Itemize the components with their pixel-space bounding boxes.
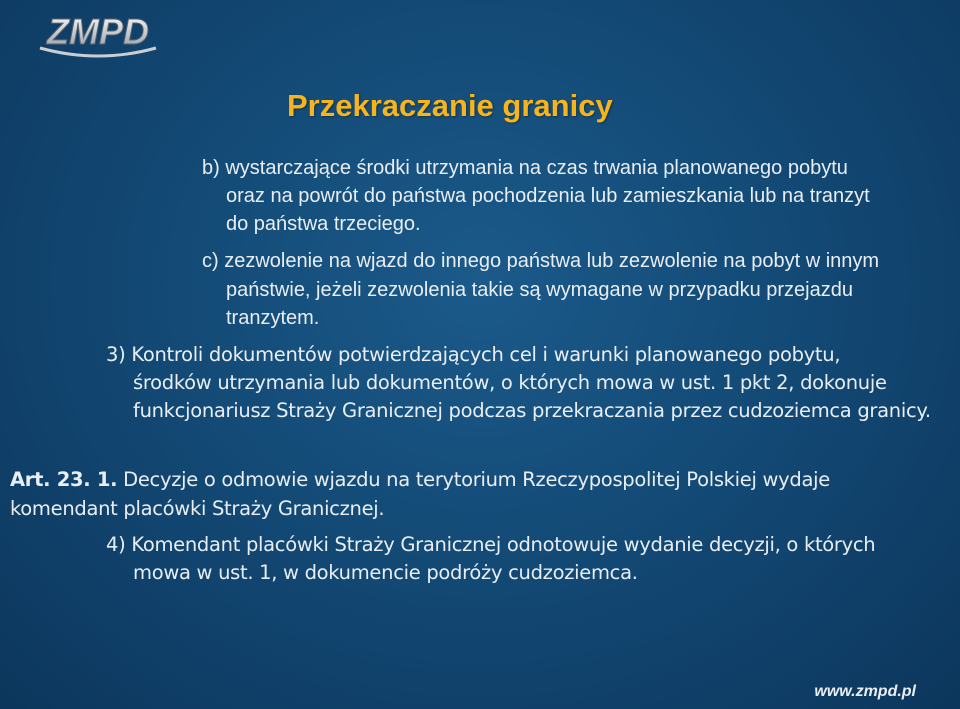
slide-title: Przekraczanie granicy — [287, 88, 613, 123]
logo-text: ZMPD — [47, 11, 149, 52]
point-3-line-2: środków utrzymania lub dokumentów, o których mowa w ust. 1 pkt 2, dokonuje — [133, 371, 887, 394]
article-line-1 — [10, 468, 830, 491]
footer-website-link[interactable]: www.zmpd.pl — [814, 683, 916, 700]
point-c-line-1: c) zezwolenie na wjazd do innego państwa lub zezwolenie na pobyt w innym — [202, 250, 880, 272]
point-3-line-3: funkcjonariusz Straży Granicznej podczas przekraczania przez cudzoziemca granicy. — [133, 399, 931, 422]
article-line-2: komendant placówki Straży Granicznej. — [10, 497, 385, 520]
point-b-line-2: oraz na powrót do państwa pochodzenia lub zamieszkania lub na tranzyt — [226, 185, 870, 207]
article-text: Decyzje o odmowie wjazdu na terytorium Rzeczypospolitej Polskiej wydaje — [117, 468, 830, 491]
zmpd-logo — [36, 8, 160, 60]
point-c-line-2: państwie, jeżeli zezwolenia takie są wymagane w przypadku przejazdu — [226, 279, 853, 301]
point-4-line-2: mowa w ust. 1, w dokumencie podróży cudzoziemca. — [133, 561, 638, 584]
point-c-line-3: tranzytem. — [226, 307, 320, 329]
point-b-line-1: b) wystarczające środki utrzymania na czas trwania planowanego pobytu — [202, 157, 848, 179]
point-b-line-3: do państwa trzeciego. — [226, 213, 421, 235]
point-4-line-1: 4) Komendant placówki Straży Granicznej odnotowuje wydanie decyzji, o których — [106, 533, 876, 556]
article-label: Art. 23. 1. — [10, 468, 118, 491]
point-3-line-1: 3) Kontroli dokumentów potwierdzających cel i warunki planowanego pobytu, — [106, 343, 841, 366]
